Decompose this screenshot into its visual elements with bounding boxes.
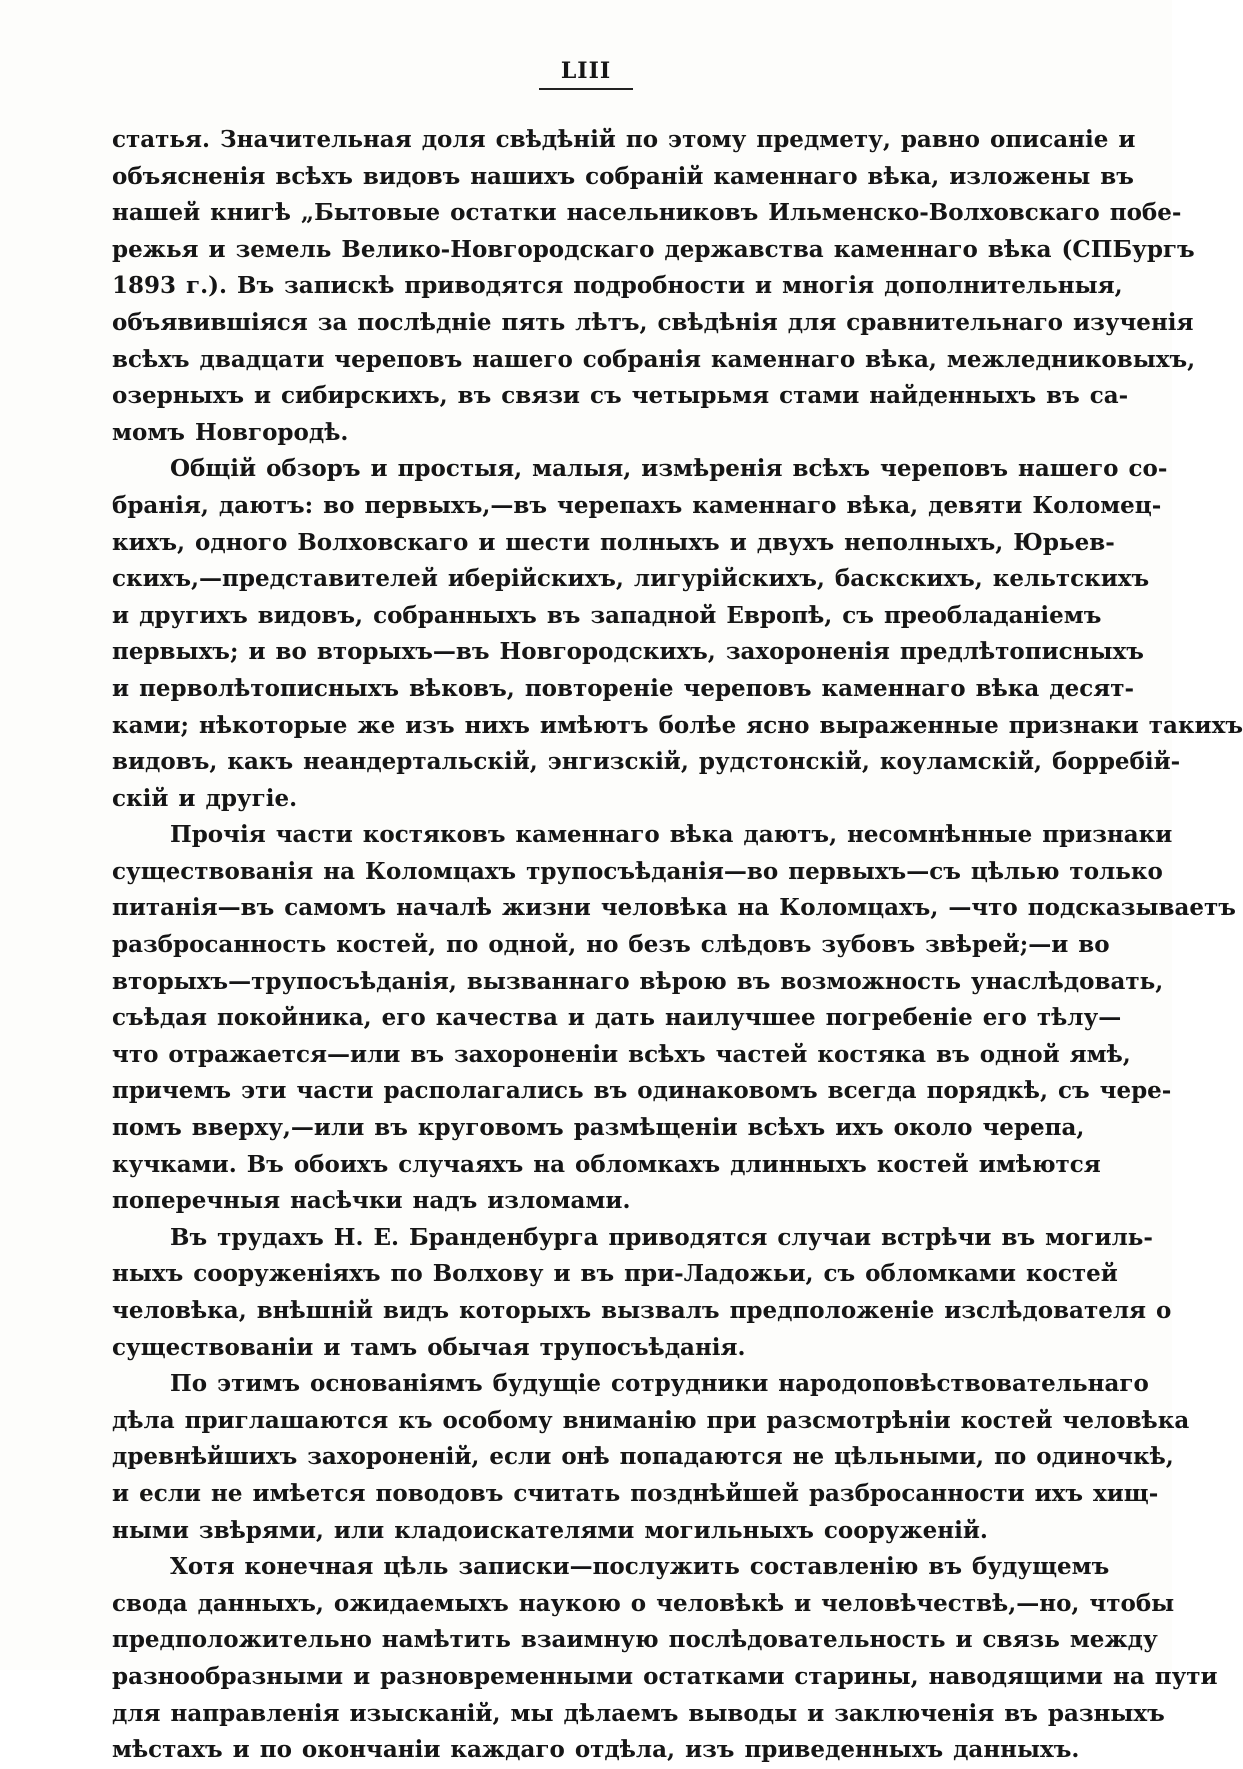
- text-line: объявившіяся за послѣдніе пять лѣтъ, свѣдѣнія для сравнительнаго изученія: [112, 308, 1194, 336]
- text-line: озерныхъ и сибирскихъ, въ связи съ четырьмя стами найденныхъ въ са-: [112, 382, 1129, 410]
- text-line: ными звѣрями, или кладоискателями могильныхъ сооруженій.: [112, 1516, 988, 1544]
- text-line: дѣла приглашаются къ особому вниманію при разсмотрѣніи костей человѣка: [112, 1406, 1190, 1434]
- text-line: предположительно намѣтить взаимную послѣдовательность и связь между: [112, 1626, 1158, 1654]
- text-line: для направленія изысканій, мы дѣлаемъ выводы и заключенія въ разныхъ: [112, 1699, 1165, 1727]
- text-line: свода данныхъ, ожидаемыхъ наукою о человѣкѣ и человѣчествѣ,—но, чтобы: [112, 1589, 1175, 1617]
- text-line: человѣка, внѣшній видъ которыхъ вызвалъ предположеніе изслѣдователя о: [112, 1297, 1172, 1324]
- text-line: причемъ эти части располагались въ одинаковомъ всегда порядкѣ, съ чере-: [112, 1077, 1172, 1105]
- text-line: статья. Значительная доля свѣдѣній по этому предмету, равно описаніе и: [112, 126, 1136, 153]
- text-line: разнообразными и разновременными остатками старины, наводящими на пути: [112, 1662, 1218, 1690]
- text-line: и перволѣтописныхъ вѣковъ, повтореніе череповъ каменнаго вѣка десят-: [112, 674, 1135, 702]
- text-line: поперечныя насѣчки надъ изломами.: [112, 1187, 631, 1215]
- text-line: существованія на Коломцахъ трупосъѣданія—во первыхъ—съ цѣлью только: [112, 857, 1163, 885]
- text-line: нашей книгѣ „Бытовые остатки насельниковъ Ильменско-Волховскаго побе-: [112, 199, 1182, 227]
- page-header: [0, 58, 1172, 90]
- text-line: кихъ, одного Волховскаго и шести полныхъ и двухъ неполныхъ, Юрьев-: [112, 528, 1115, 556]
- text-line: разбросанность костей, по одной, но безъ слѣдовъ зубовъ звѣрей;—и во: [112, 931, 1110, 959]
- paragraph: [112, 1366, 1190, 1549]
- text-line: 1893 г.). Въ запискѣ приводятся подробности и многія дополнительныя,: [112, 272, 1123, 300]
- body-text: [112, 122, 1243, 1769]
- text-line: всѣхъ двадцати череповъ нашего собранія каменнаго вѣка, межледниковыхъ,: [112, 345, 1196, 373]
- text-line: ками; нѣкоторые же изъ нихъ имѣютъ болѣе ясно выраженные признаки такихъ: [112, 711, 1243, 739]
- text-line: съѣдая покойника, его качества и дать наилучшее погребеніе его тѣлу—: [112, 1004, 1122, 1032]
- text-line: Въ трудахъ Н. Е. Бранденбурга приводятся случаи встрѣчи въ могиль-: [170, 1223, 1153, 1251]
- text-line: вторыхъ—трупосъѣданія, вызваннаго вѣрою въ возможность унаслѣдовать,: [112, 967, 1164, 995]
- text-line: видовъ, какъ неандертальскій, энгизскій, рудстонскій, коуламскій, борребій-: [112, 748, 1181, 776]
- text-line: скій и другіе.: [112, 784, 298, 812]
- text-line: момъ Новгородѣ.: [112, 418, 349, 446]
- paragraph: [112, 451, 1243, 817]
- text-line: Общій обзоръ и простыя, малыя, измѣренія всѣхъ череповъ нашего со-: [170, 455, 1168, 483]
- text-line: древнѣйшихъ захороненій, если онѣ попадаются не цѣльными, по одиночкѣ,: [112, 1443, 1174, 1471]
- paragraph: [112, 122, 1196, 451]
- text-line: ныхъ сооруженіяхъ по Волхову и въ при-Ладожьи, съ обломками костей: [112, 1260, 1118, 1288]
- text-line: питанія—въ самомъ началѣ жизни человѣка на Коломцахъ, —что подсказываетъ: [112, 894, 1236, 922]
- text-line: бранія, даютъ: во первыхъ,—въ черепахъ каменнаго вѣка, девяти Коломец-: [112, 491, 1162, 519]
- text-line: что отражается—или въ захороненіи всѣхъ частей костяка въ одной ямѣ,: [112, 1040, 1131, 1068]
- text-line: Прочія части костяковъ каменнаго вѣка даютъ, несомнѣнные признаки: [170, 821, 1173, 849]
- text-line: и другихъ видовъ, собранныхъ въ западной Европѣ, съ преобладаніемъ: [112, 601, 1102, 629]
- paragraph: [112, 1549, 1218, 1769]
- page-number: LIII: [539, 58, 633, 90]
- text-line: режья и земель Велико-Новгородскаго державства каменнаго вѣка (СПБургъ: [112, 235, 1195, 263]
- text-line: скихъ,—представителей иберійскихъ, лигурійскихъ, баскскихъ, кельтскихъ: [112, 565, 1150, 593]
- text-line: Хотя конечная цѣль записки—послужить составленію въ будущемъ: [170, 1553, 1110, 1581]
- paragraph: [112, 817, 1236, 1220]
- paragraph: [112, 1220, 1172, 1366]
- text-line: мѣстахъ и по окончаніи каждаго отдѣла, изъ приведенныхъ данныхъ.: [112, 1736, 1080, 1764]
- text-line: и если не имѣется поводовъ считать позднѣйшей разбросанности ихъ хищ-: [112, 1479, 1159, 1507]
- text-line: существованіи и тамъ обычая трупосъѣданія.: [112, 1333, 746, 1361]
- text-line: По этимъ основаніямъ будущіе сотрудники народоповѣствовательнаго: [170, 1370, 1149, 1398]
- text-line: помъ вверху,—или въ круговомъ размѣщеніи всѣхъ ихъ около черепа,: [112, 1114, 1085, 1142]
- text-line: первыхъ; и во вторыхъ—въ Новгородскихъ, захороненія предлѣтописныхъ: [112, 638, 1144, 666]
- text-line: объясненія всѣхъ видовъ нашихъ собраній каменнаго вѣка, изложены въ: [112, 162, 1134, 190]
- text-line: кучками. Въ обоихъ случаяхъ на обломкахъ длинныхъ костей имѣются: [112, 1150, 1101, 1178]
